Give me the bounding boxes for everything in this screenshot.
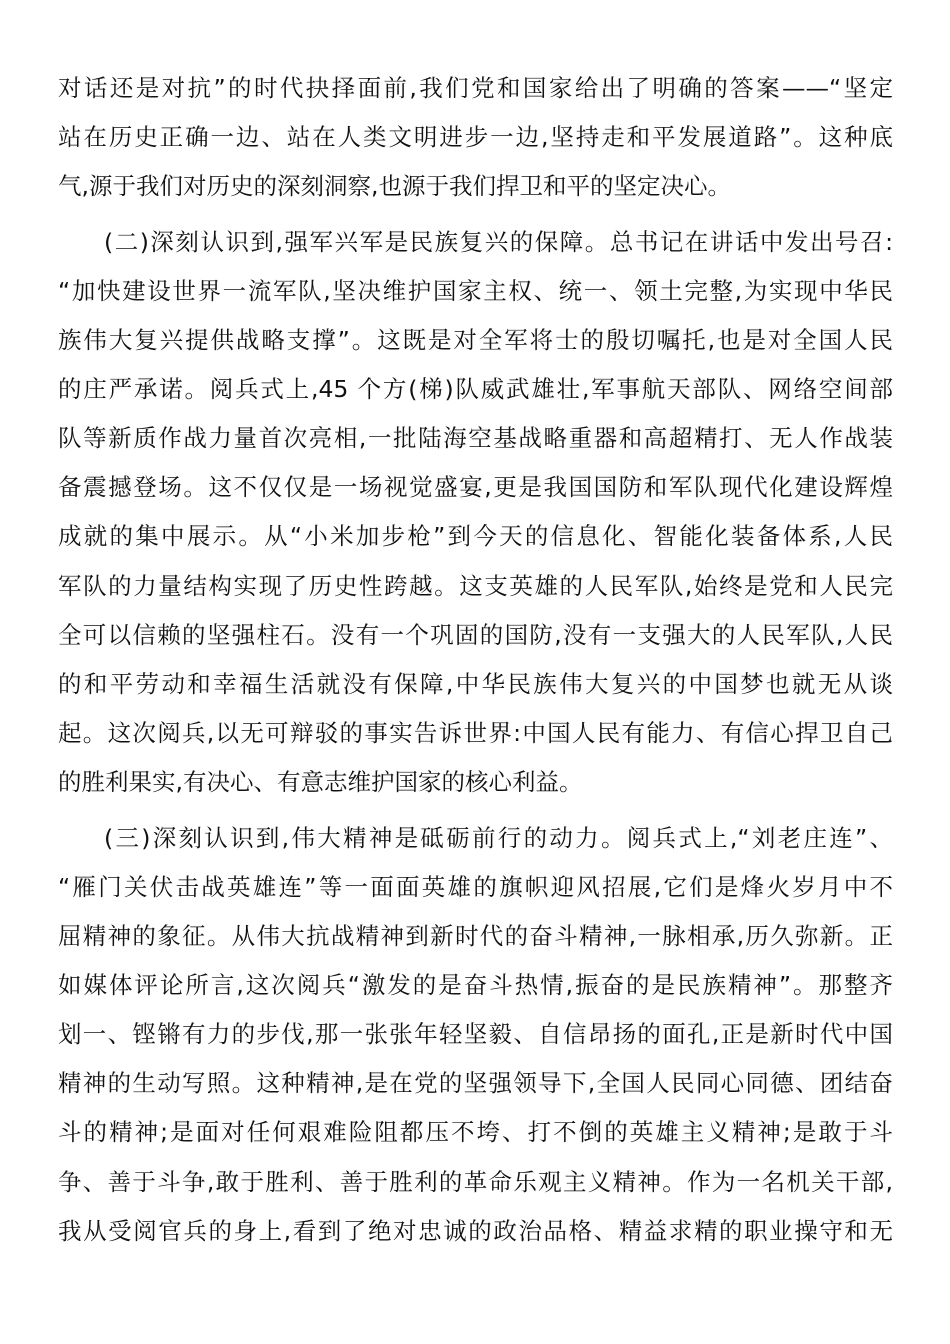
text-line: 全可以信赖的坚强柱石。没有一个巩固的国防,没有一支强大的人民军队,人民 [58, 621, 893, 649]
text-line: 我从受阅官兵的身上,看到了绝对忠诚的政治品格、精益求精的职业操守和无 [58, 1217, 893, 1245]
text-line: 屈精神的象征。从伟大抗战精神到新时代的奋斗精神,一脉相承,历久弥新。正 [58, 922, 893, 950]
text-line: 队等新质作战力量首次亮相,一批陆海空基战略重器和高超精打、无人作战装 [58, 424, 893, 452]
text-line: 如媒体评论所言,这次阅兵“激发的是奋斗热情,振奋的是民族精神”。那整齐 [58, 971, 893, 999]
text-line: 起。这次阅兵,以无可辩驳的事实告诉世界:中国人民有能力、有信心捍卫自己 [58, 719, 893, 747]
text-line: 斗的精神;是面对任何艰难险阻都压不垮、打不倒的英雄主义精神;是敢于斗 [58, 1118, 893, 1146]
text-line: 精神的生动写照。这种精神,是在党的坚强领导下,全国人民同心同德、团结奋 [58, 1069, 893, 1097]
text-line: 备震撼登场。这不仅仅是一场视觉盛宴,更是我国国防和军队现代化建设辉煌 [58, 473, 893, 501]
text-line: 族伟大复兴提供战略支撑”。这既是对全军将士的殷切嘱托,也是对全国人民 [58, 326, 893, 354]
paragraph-heading-line: (二)深刻认识到,强军兴军是民族复兴的保障。总书记在讲话中发出号召: [104, 228, 893, 256]
paragraph-heading-line: (三)深刻认识到,伟大精神是砥砺前行的动力。阅兵式上,“刘老庄连”、 [104, 824, 893, 852]
text-line: 的和平劳动和幸福生活就没有保障,中华民族伟大复兴的中国梦也就无从谈 [58, 670, 893, 698]
text-line: 争、善于斗争,敢于胜利、善于胜利的革命乐观主义精神。作为一名机关干部, [58, 1168, 893, 1196]
text-line: 站在历史正确一边、站在人类文明进步一边,坚持走和平发展道路”。这种底 [58, 123, 893, 151]
text-line: 成就的集中展示。从“小米加步枪”到今天的信息化、智能化装备体系,人民 [58, 522, 893, 550]
text-line: 气,源于我们对历史的深刻洞察,也源于我们捍卫和平的坚定决心。 [58, 172, 731, 200]
text-line: 对话还是对抗”的时代抉择面前,我们党和国家给出了明确的答案——“坚定 [58, 74, 893, 102]
text-line: 划一、铿锵有力的步伐,那一张张年轻坚毅、自信昂扬的面孔,正是新时代中国 [58, 1020, 893, 1048]
text-line: “加快建设世界一流军队,坚决维护国家主权、统一、领土完整,为实现中华民 [58, 277, 893, 305]
text-line: “雁门关伏击战英雄连”等一面面英雄的旗帜迎风招展,它们是烽火岁月中不 [58, 873, 893, 901]
text-line: 的胜利果实,有决心、有意志维护国家的核心利益。 [58, 768, 583, 796]
text-line: 军队的力量结构实现了历史性跨越。这支英雄的人民军队,始终是党和人民完 [58, 572, 893, 600]
text-line: 的庄严承诺。阅兵式上,45 个方(梯)队威武雄壮,军事航天部队、网络空间部 [58, 375, 893, 403]
